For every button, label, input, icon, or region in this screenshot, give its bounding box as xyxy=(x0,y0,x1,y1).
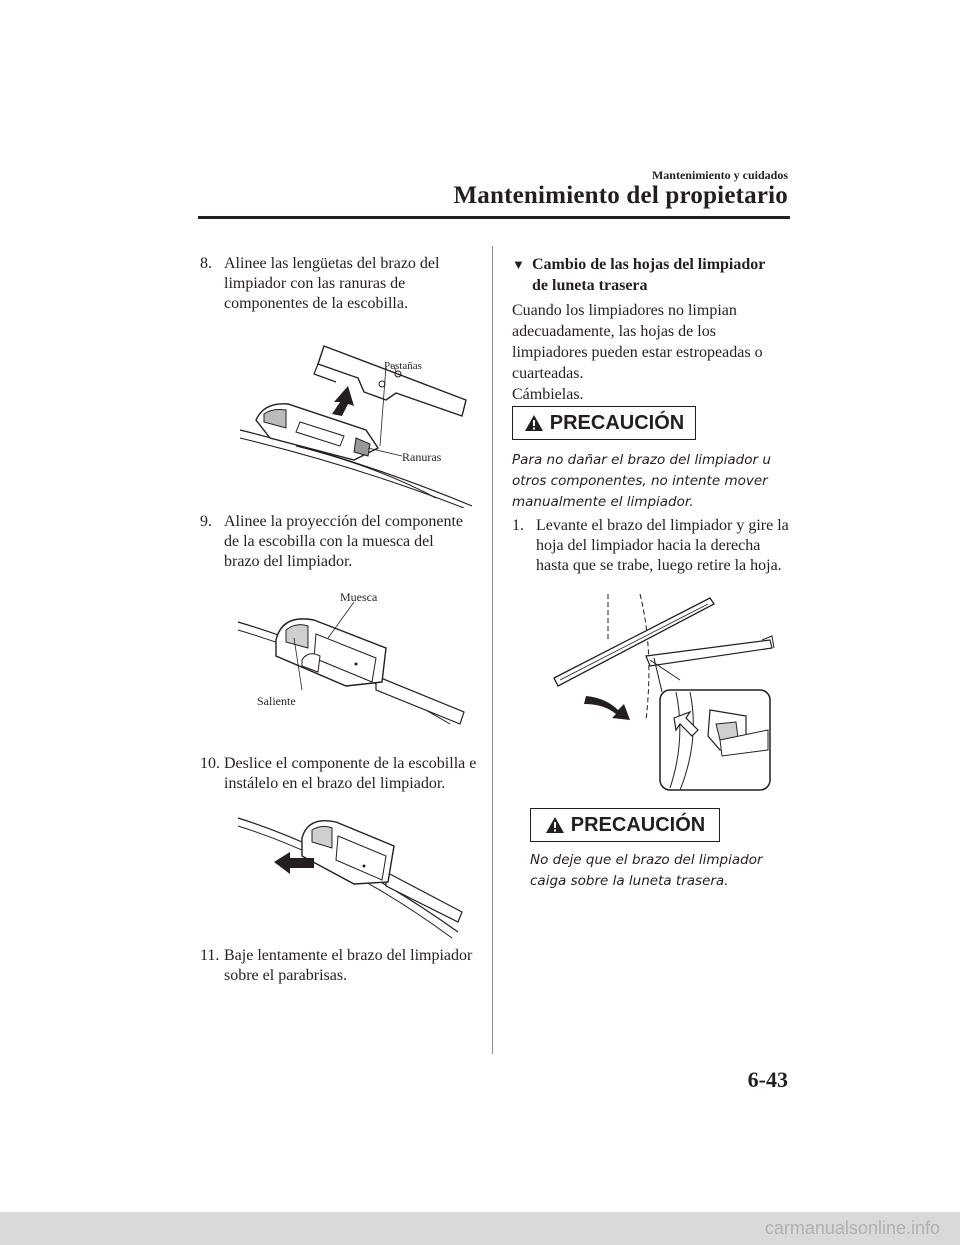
step-8 xyxy=(200,254,470,314)
column-divider xyxy=(492,246,493,1054)
heading-line-2: de luneta trasera xyxy=(532,277,648,294)
caution-box-2 xyxy=(530,808,720,842)
caution-text-1: Para no dañar el brazo del limpiador u otros componentes, no intente mover manualmente el limpiador. xyxy=(512,452,771,510)
figure-slide-component xyxy=(236,812,466,942)
step-text: Alinee la proyección del componente de la escobilla con la muesca del brazo del limpiador. xyxy=(224,513,464,570)
caution-label: PRECAUCIÓN xyxy=(570,813,706,836)
figure-tabs-slots xyxy=(236,338,476,508)
chapter-title: Mantenimiento y cuidados xyxy=(651,168,788,182)
label-muesca: Muesca xyxy=(340,590,378,604)
label-ranuras: Ranuras xyxy=(402,450,442,464)
section-title: Mantenimiento del propietario xyxy=(453,182,788,209)
label-pestanas: Pestañas xyxy=(384,360,422,372)
step-9 xyxy=(200,512,470,572)
intro-paragraph-2: Cámbielas. xyxy=(512,386,584,403)
step-11 xyxy=(200,946,480,986)
label-saliente: Saliente xyxy=(257,694,296,708)
watermark-bar xyxy=(0,1212,960,1245)
warning-triangle-icon xyxy=(524,414,544,432)
figure-notch-projection xyxy=(236,600,466,730)
step-text: Deslice el componente de la escobilla e instálelo en el brazo del limpiador. xyxy=(224,755,477,792)
heading-line-1: Cambio de las hojas del limpiador xyxy=(532,256,766,273)
step-number: 8. xyxy=(200,255,212,272)
caution-box-1 xyxy=(512,406,696,440)
step-number: 11. xyxy=(200,947,220,964)
figure-rear-wiper xyxy=(550,590,776,794)
step-10 xyxy=(200,754,480,794)
step-number: 9. xyxy=(200,513,212,530)
step-number: 1. xyxy=(512,517,524,534)
header-rule xyxy=(198,216,790,219)
step-text: Alinee las lengüetas del brazo del limpiador con las ranuras de componentes de la escobilla. xyxy=(224,255,440,312)
step-text: Baje lentamente el brazo del limpiador sobre el parabrisas. xyxy=(224,947,473,984)
watermark-text: carmanualsonline.info xyxy=(764,1218,940,1238)
caution-text-2: No deje que el brazo del limpiador caiga sobre la luneta trasera. xyxy=(530,852,763,889)
warning-triangle-icon xyxy=(545,816,565,834)
section-heading xyxy=(512,254,792,296)
step-1 xyxy=(512,516,792,576)
triangle-bullet-icon: ▼ xyxy=(512,257,525,272)
caution-label: PRECAUCIÓN xyxy=(549,411,685,434)
intro-paragraph: Cuando los limpiadores no limpian adecuadamente, las hojas de los limpiadores pueden estar estropeadas o cuarteadas. xyxy=(512,302,763,382)
step-text: Levante el brazo del limpiador y gire la hoja del limpiador hacia la derecha hasta que se trabe, luego retire la hoja. xyxy=(536,517,789,574)
page-number: 6-43 xyxy=(747,1067,788,1092)
step-number: 10. xyxy=(200,755,220,772)
